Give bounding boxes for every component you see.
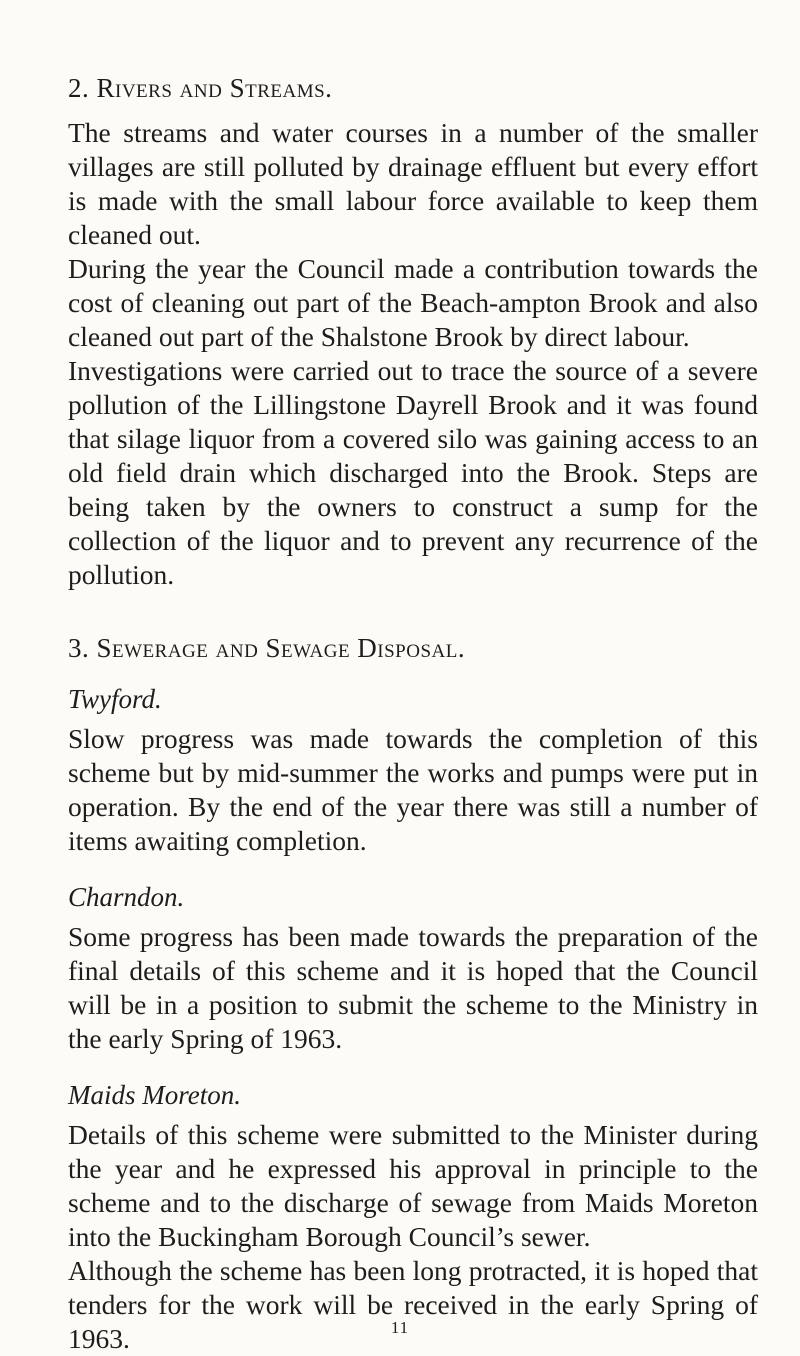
section-2-paragraph: The streams and water courses in a number of the smaller villages are still polluted by drainage effluent but every effort is made with the small labour force available to keep them cleaned out. xyxy=(68,117,758,250)
twyford-paragraph: Slow progress was made towards the completion of this scheme but by mid-summer the works and pumps were put in operation. By the end of the year there was still a number of items awaiting completion. xyxy=(68,723,758,856)
twyford-heading: Twyford. xyxy=(68,684,162,714)
document-body xyxy=(68,68,758,1356)
maids-moreton-heading: Maids Moreton. xyxy=(68,1080,241,1110)
maids-moreton-paragraph: Details of this scheme were submitted to the Minister during the year and he expressed his approval in principle to the scheme and to the discharge of sewage from Maids Moreton into the Buckingham Borough Council’s sewer. xyxy=(68,1119,758,1252)
section-2-number: 2. xyxy=(68,73,90,103)
charndon-paragraph: Some progress has been made towards the preparation of the final details of this scheme and it is hoped that the Council will be in a position to submit the scheme to the Ministry in the early Spring of 1963. xyxy=(68,921,758,1054)
section-3-number: 3. xyxy=(68,633,90,663)
page-number: 11 xyxy=(390,1318,410,1337)
section-2-paragraph: Investigations were carried out to trace the source of a severe pollution of the Lillingstone Dayrell Brook and it was found that silage liquor from a covered silo was gaining access to an old field drain which discharged into the Brook. Steps are being taken by the owners to construct a sump for the collection of the liquor and to prevent any recurrence of the pollution. xyxy=(68,355,758,590)
maids-moreton-paragraph: Although the scheme has been long protracted, it is hoped that tenders for the work will be received in the early Spring of 1963. xyxy=(68,1255,758,1354)
section-2-paragraph: During the year the Council made a contribution towards the cost of cleaning out part of the Beach-ampton Brook and also cleaned out part of the Shalstone Brook by direct labour. xyxy=(68,253,758,352)
section-2-heading xyxy=(68,68,758,108)
section-2-title: Rivers and Streams. xyxy=(96,73,333,103)
charndon-heading: Charndon. xyxy=(68,882,185,912)
section-3-heading xyxy=(68,628,758,668)
section-3-title: Sewerage and Sewage Disposal. xyxy=(96,633,466,663)
